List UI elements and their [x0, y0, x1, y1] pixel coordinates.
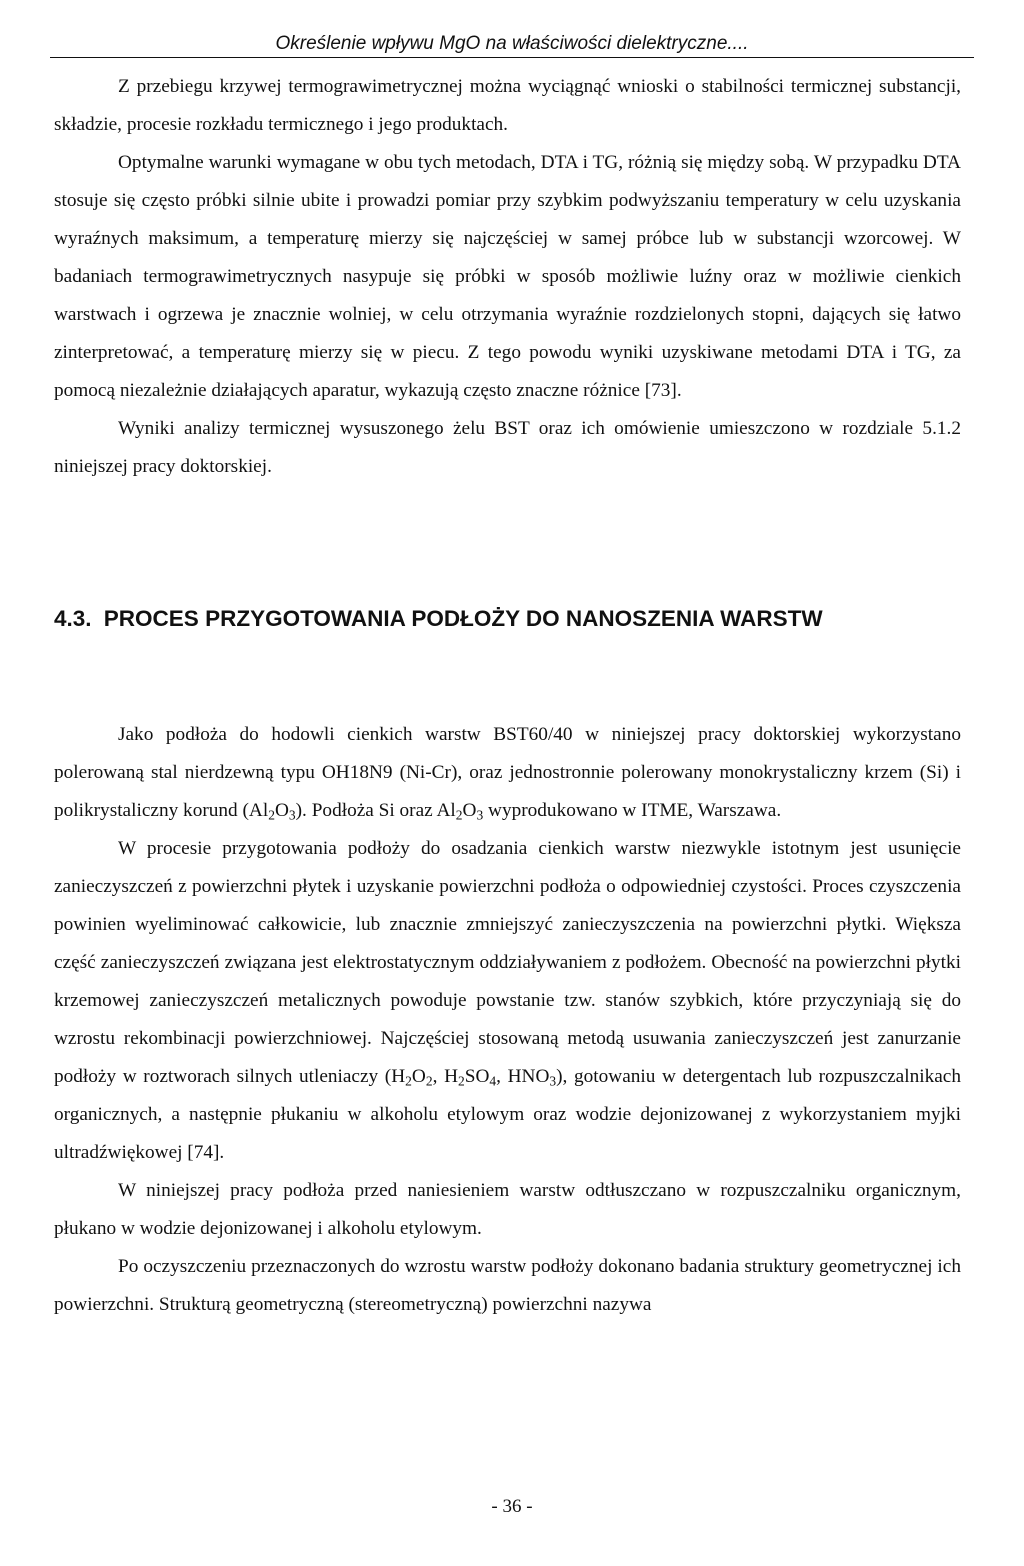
chemical-formula: $HNO_3$	[507, 1066, 557, 1089]
running-header: Określenie wpływu MgO na właściwości dielektryczne....	[275, 33, 749, 54]
chemical-formula: $Al_2O_3$	[248, 800, 296, 823]
paragraph: W niniejszej pracy podłoża przed naniesieniem warstw odtłuszczano w rozpuszczalniku organicznym, płukano w wodzie dejonizowanej i alkoholu etylowym.	[54, 1180, 961, 1239]
paragraph-text: ), gotowaniu w detergentach lub rozpuszczalnikach organicznych, a następnie płukaniu w alkoholu etylowym oraz wodzie dejonizowanej z wykorzystaniem myjki ultradźwiękowej [74].	[54, 1066, 961, 1163]
paragraph-text: wyprodukowano w ITME, Warszawa.	[483, 800, 782, 821]
chemical-formula: $H_2O_2$	[391, 1066, 433, 1089]
section-heading	[54, 597, 961, 640]
text-block-substrate-preparation	[54, 716, 961, 1324]
chemical-formula: $H_2SO_4$	[444, 1066, 497, 1089]
separator: ,	[432, 1066, 445, 1087]
section-title: PROCES PRZYGOTOWANIA PODŁOŻY DO NANOSZENIA WARSTW	[103, 606, 823, 631]
paragraph: Optymalne warunki wymagane w obu tych metodach, DTA i TG, różnią się między sobą. W przypadku DTA stosuje się często próbki silnie ubite i prowadzi pomiar przy szybkim podwyższaniu temperatury w celu uzyskania wyraźnych maksimum, a temperaturę mierzy się najczęściej w samej próbce lub w substancji wzorcowej. W badaniach termograwimetrycznych nasypuje się próbki w sposób możliwie luźny oraz w możliwie cienkich warstwach i ogrzewa je znacznie wolniej, w celu otrzymania wyraźnie rozdzielonych stopni, dających się łatwo zinterpretować, a temperaturę mierzy się w piecu. Z tego powodu wyniki uzyskiwane metodami DTA i TG, za pomocą niezależnie działających aparatur, wykazują często znaczne różnice [73].	[54, 152, 961, 401]
paragraph: Z przebiegu krzywej termograwimetrycznej można wyciągnąć wnioski o stabilności termicznej substancji, składzie, procesie rozkładu termicznego i jego produktach.	[54, 76, 961, 135]
header-rule	[50, 57, 974, 58]
page-number: - 36 -	[491, 1496, 533, 1517]
paragraph	[54, 716, 961, 830]
section-number: 4.3.	[54, 606, 92, 631]
separator: ,	[496, 1066, 508, 1087]
paragraph: Wyniki analizy termicznej wysuszonego żelu BST oraz ich omówienie umieszczono w rozdziale 5.1.2 niniejszej pracy doktorskiej.	[54, 418, 961, 477]
paragraph	[54, 830, 961, 1172]
text-block-thermal-analysis	[54, 68, 961, 486]
paragraph-text: W procesie przygotowania podłoży do osadzania cienkich warstw niezwykle istotnym jest usunięcie zanieczyszczeń z powierzchni płytek i uzyskanie powierzchni podłoża o odpowiedniej czystości. Proces czyszczenia powinien wyeliminować całkowicie, lub znacznie zmniejszyć zanieczyszczenia na powierzchni płytki. Większa część zanieczyszczeń związana jest elektrostatycznym oddziaływaniem z podłożem. Obecność na powierzchni płytki krzemowej zanieczyszczeń metalicznych powoduje powstanie tzw. stanów szybkich, które przyczyniają się do wzrostu rekombinacji powierzchniowej. Najczęściej stosowaną metodą usuwania zanieczyszczeń jest zanurzanie podłoży w roztworach silnych utleniaczy (	[54, 838, 961, 1087]
paragraph-text: Jako podłoża do hodowli cienkich warstw BST60/40 w niniejszej pracy doktorskiej wykorzystano polerowaną stal nierdzewną typu OH18N9 (Ni-Cr), oraz jednostronnie polerowany monokrystaliczny krzem (Si) i polikrystaliczny korund (	[54, 724, 961, 821]
paragraph-text: ). Podłoża Si oraz	[295, 800, 437, 821]
chemical-formula: $Al_2O_3$	[436, 800, 484, 823]
paragraph: Po oczyszczeniu przeznaczonych do wzrostu warstw podłoży dokonano badania struktury geometrycznej ich powierzchni. Strukturą geometryczną (stereometryczną) powierzchni nazywa	[54, 1256, 961, 1315]
